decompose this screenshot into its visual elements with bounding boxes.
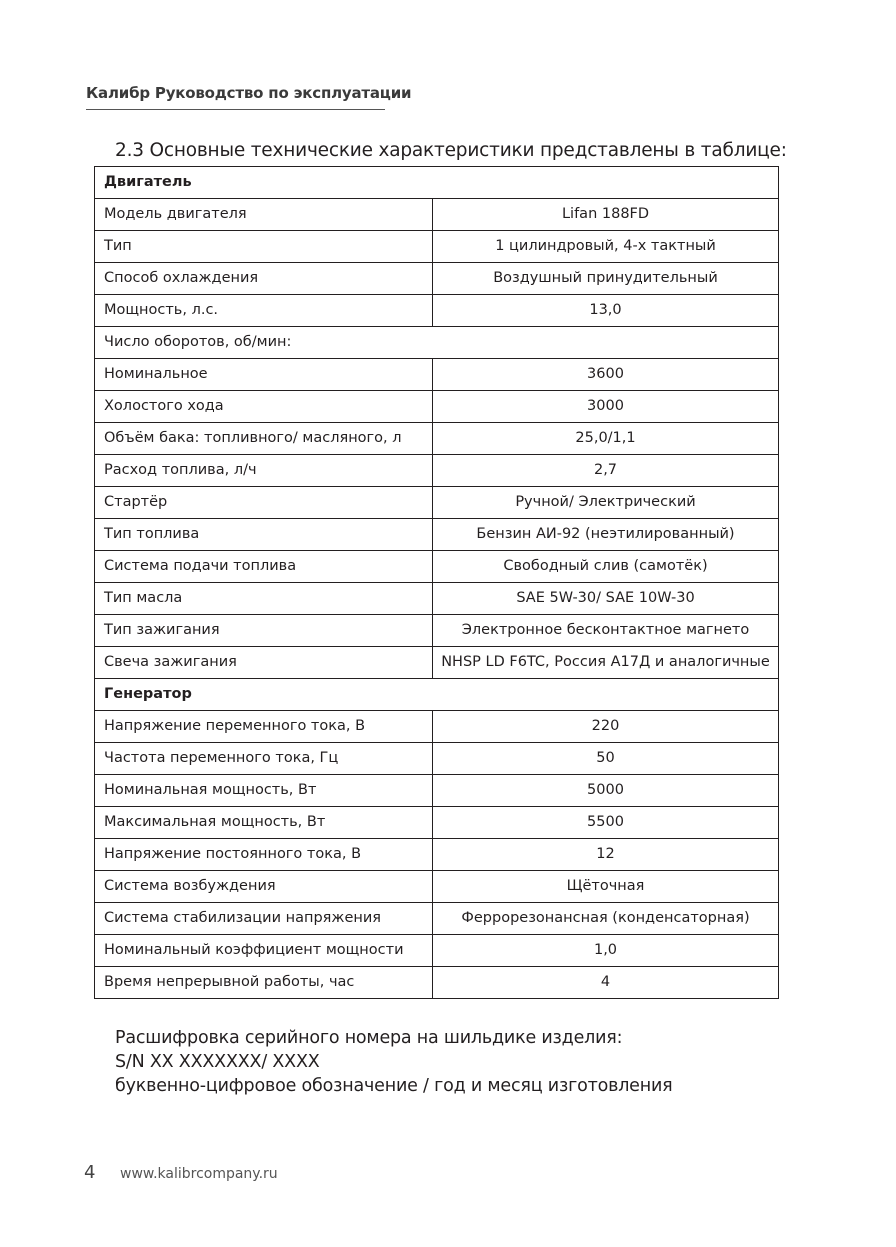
spec-value: SAE 5W-30/ SAE 10W-30 xyxy=(433,583,779,615)
spec-value: Ручной/ Электрический xyxy=(433,487,779,519)
spec-label: Система стабилизации напряжения xyxy=(95,903,433,935)
table-row xyxy=(95,199,779,231)
table-row xyxy=(95,583,779,615)
table-row xyxy=(95,519,779,551)
serial-format: S/N XX XXXXXXX/ XXXX xyxy=(115,1052,320,1072)
table-row xyxy=(95,807,779,839)
website-link[interactable]: www.kalibrcompany.ru xyxy=(120,1166,278,1182)
spec-label: Максимальная мощность, Вт xyxy=(95,807,433,839)
subheading: Число оборотов, об/мин: xyxy=(95,327,779,359)
serial-note-explanation: буквенно-цифровое обозначение / год и месяц изготовления xyxy=(115,1076,673,1096)
spec-value: Бензин АИ-92 (неэтилированный) xyxy=(433,519,779,551)
table-row xyxy=(95,775,779,807)
spec-label: Тип xyxy=(95,231,433,263)
spec-label: Частота переменного тока, Гц xyxy=(95,743,433,775)
table-row xyxy=(95,711,779,743)
spec-value: 5500 xyxy=(433,807,779,839)
serial-number-notes xyxy=(115,1026,672,1098)
spec-label: Свеча зажигания xyxy=(95,647,433,679)
section-row-engine xyxy=(95,167,779,199)
spec-value: Воздушный принудительный xyxy=(433,263,779,295)
specifications-table xyxy=(94,166,779,999)
spec-label: Тип зажигания xyxy=(95,615,433,647)
section-row-generator xyxy=(95,679,779,711)
spec-label: Модель двигателя xyxy=(95,199,433,231)
serial-note-line: Расшифровка серийного номера на шильдике изделия: xyxy=(115,1028,623,1048)
table-row xyxy=(95,551,779,583)
spec-value: 2,7 xyxy=(433,455,779,487)
table-row xyxy=(95,871,779,903)
spec-value: 25,0/1,1 xyxy=(433,423,779,455)
spec-label: Номинальный коэффициент мощности xyxy=(95,935,433,967)
spec-value: 3600 xyxy=(433,359,779,391)
spec-value: 1,0 xyxy=(433,935,779,967)
table-row xyxy=(95,903,779,935)
section-title: 2.3 Основные технические характеристики представлены в таблице: xyxy=(115,140,787,161)
spec-label: Тип масла xyxy=(95,583,433,615)
table-row xyxy=(95,647,779,679)
table-row xyxy=(95,455,779,487)
spec-label: Система подачи топлива xyxy=(95,551,433,583)
table-row xyxy=(95,967,779,999)
spec-label: Стартёр xyxy=(95,487,433,519)
spec-value: Феррорезонансная (конденсаторная) xyxy=(433,903,779,935)
spec-label: Время непрерывной работы, час xyxy=(95,967,433,999)
spec-value: Свободный слив (самотёк) xyxy=(433,551,779,583)
spec-value: Щёточная xyxy=(433,871,779,903)
spec-value: 220 xyxy=(433,711,779,743)
spec-value: Электронное бесконтактное магнето xyxy=(433,615,779,647)
spec-label: Способ охлаждения xyxy=(95,263,433,295)
spec-label: Объём бака: топливного/ масляного, л xyxy=(95,423,433,455)
spec-label: Номинальное xyxy=(95,359,433,391)
spec-value: 50 xyxy=(433,743,779,775)
spec-label: Холостого хода xyxy=(95,391,433,423)
page-number: 4 xyxy=(84,1162,96,1183)
table-row xyxy=(95,615,779,647)
spec-label: Напряжение постоянного тока, В xyxy=(95,839,433,871)
table-row xyxy=(95,231,779,263)
table-row xyxy=(95,487,779,519)
section-heading: Двигатель xyxy=(95,167,779,199)
table-row xyxy=(95,423,779,455)
spec-label: Система возбуждения xyxy=(95,871,433,903)
subheading-row-rpm xyxy=(95,327,779,359)
table-row xyxy=(95,359,779,391)
section-heading: Генератор xyxy=(95,679,779,711)
spec-label: Номинальная мощность, Вт xyxy=(95,775,433,807)
spec-value: Lifan 188FD xyxy=(433,199,779,231)
spec-value: 12 xyxy=(433,839,779,871)
table-row xyxy=(95,839,779,871)
header-divider xyxy=(86,109,385,110)
table-row xyxy=(95,743,779,775)
table-row xyxy=(95,391,779,423)
spec-label: Мощность, л.с. xyxy=(95,295,433,327)
table-row xyxy=(95,935,779,967)
spec-value: NHSP LD F6TC, Россия А17Д и аналогичные xyxy=(433,647,779,679)
spec-value: 1 цилиндровый, 4-х тактный xyxy=(433,231,779,263)
spec-label: Расход топлива, л/ч xyxy=(95,455,433,487)
table-row xyxy=(95,295,779,327)
table-row xyxy=(95,263,779,295)
spec-value: 3000 xyxy=(433,391,779,423)
spec-value: 5000 xyxy=(433,775,779,807)
running-header-title: Калибр Руководство по эксплуатации xyxy=(86,84,412,102)
spec-label: Напряжение переменного тока, В xyxy=(95,711,433,743)
spec-value: 13,0 xyxy=(433,295,779,327)
spec-label: Тип топлива xyxy=(95,519,433,551)
spec-value: 4 xyxy=(433,967,779,999)
